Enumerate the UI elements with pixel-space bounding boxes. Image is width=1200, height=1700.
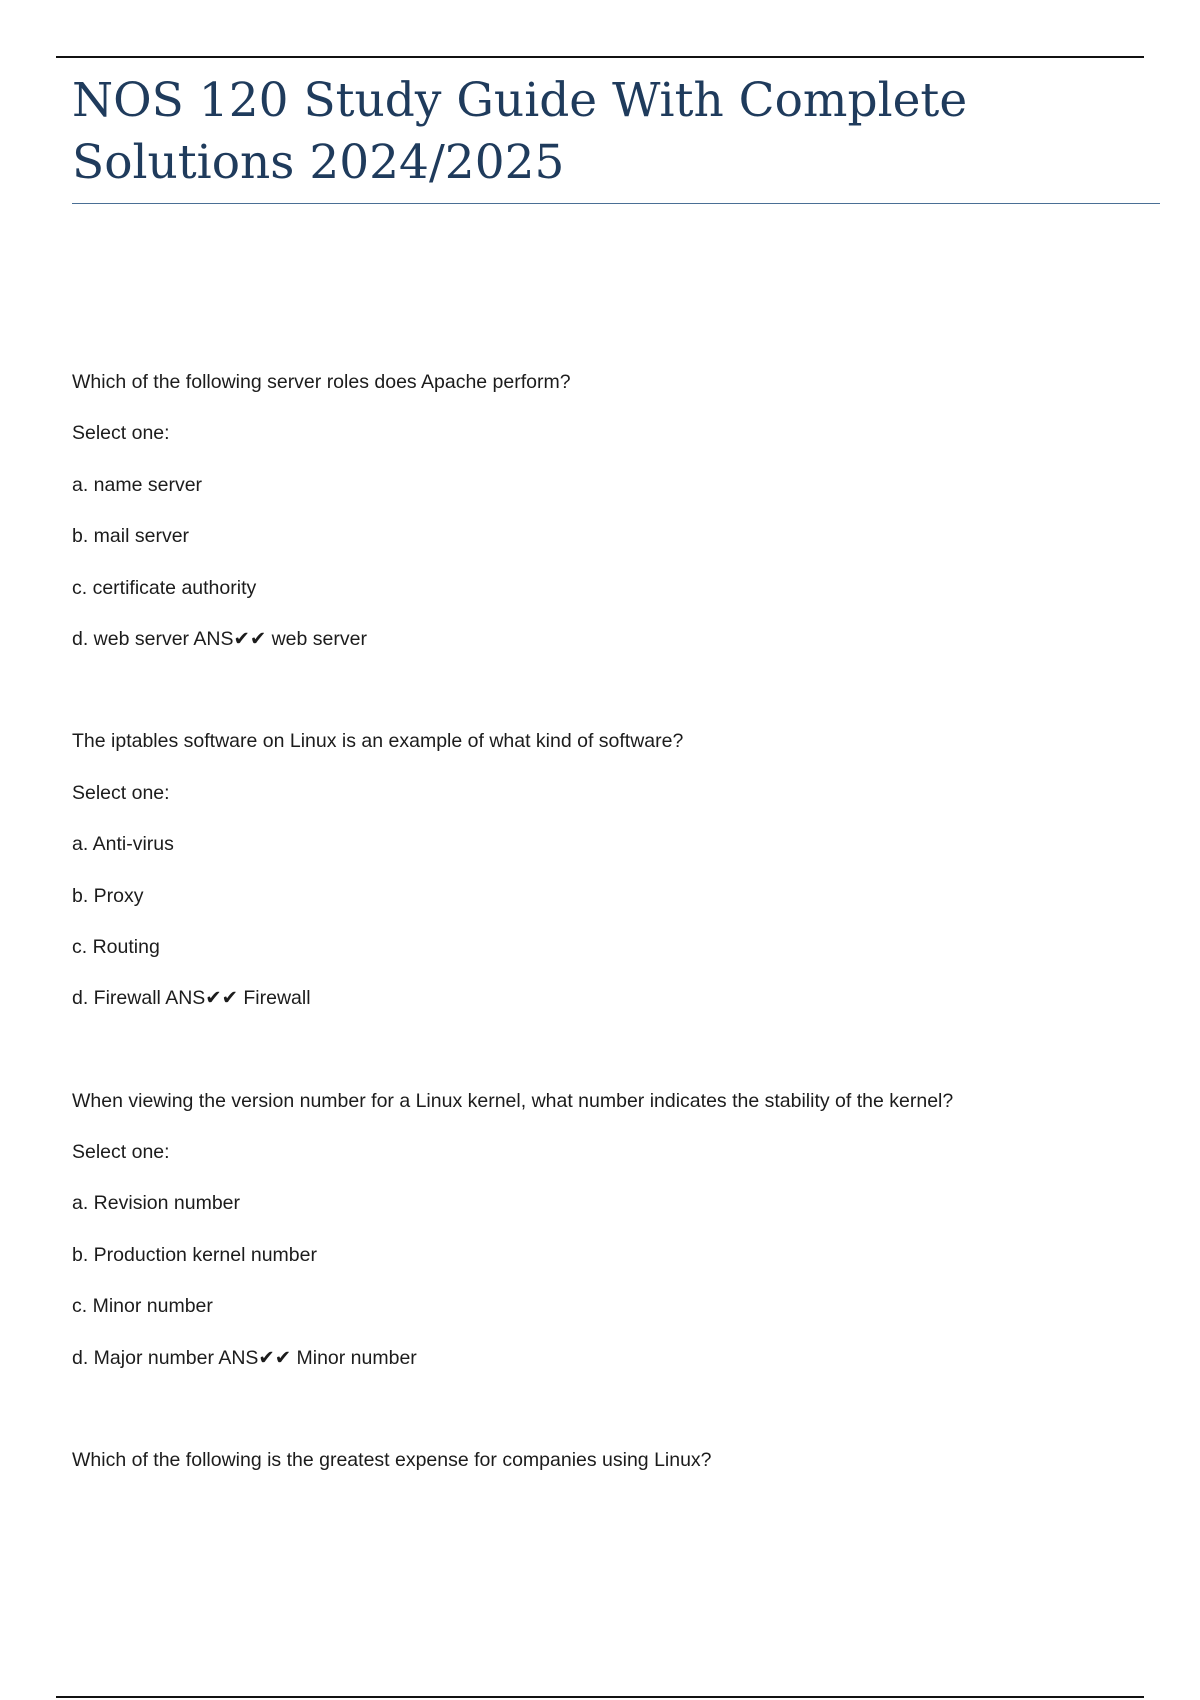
bottom-rule bbox=[56, 1696, 1144, 1698]
select-one-label: Select one: bbox=[72, 781, 170, 804]
top-rule bbox=[56, 56, 1144, 58]
question-block bbox=[72, 1086, 1152, 1394]
answer-option: a. Revision number bbox=[72, 1192, 240, 1215]
question-block bbox=[72, 367, 1152, 675]
question-prompt: Which of the following server roles does Apache perform? bbox=[72, 371, 571, 393]
answer-option: b. mail server bbox=[72, 525, 190, 548]
answer-option: b. Proxy bbox=[72, 884, 144, 907]
select-one-label: Select one: bbox=[72, 422, 170, 445]
answer-option: d. Major number ANS✔✔ Minor number bbox=[72, 1346, 417, 1369]
answer-option: b. Production kernel number bbox=[72, 1243, 317, 1266]
spacer bbox=[72, 675, 1152, 726]
questions-content bbox=[72, 367, 1152, 1496]
spacer bbox=[72, 1035, 1152, 1086]
spacer bbox=[72, 1394, 1152, 1445]
answer-option: c. certificate authority bbox=[72, 576, 257, 599]
title-underline bbox=[72, 203, 1160, 204]
question-block bbox=[72, 726, 1152, 1034]
answer-option: a. Anti-virus bbox=[72, 833, 174, 856]
answer-option: c. Minor number bbox=[72, 1295, 213, 1318]
select-one-label: Select one: bbox=[72, 1141, 170, 1164]
question-prompt: The iptables software on Linux is an example of what kind of software? bbox=[72, 730, 684, 753]
document-title: NOS 120 Study Guide With Complete Solutions 2024/2025 bbox=[72, 73, 968, 190]
question-prompt: Which of the following is the greatest expense for companies using Linux? bbox=[72, 1449, 712, 1472]
answer-option: c. Routing bbox=[72, 935, 160, 958]
answer-option: d. web server ANS✔✔ web server bbox=[72, 627, 367, 650]
question-block bbox=[72, 1445, 1152, 1496]
question-prompt: When viewing the version number for a Linux kernel, what number indicates the stability of the kernel? bbox=[72, 1089, 954, 1112]
answer-option: d. Firewall ANS✔✔ Firewall bbox=[72, 987, 311, 1010]
answer-option: a. name server bbox=[72, 473, 203, 496]
